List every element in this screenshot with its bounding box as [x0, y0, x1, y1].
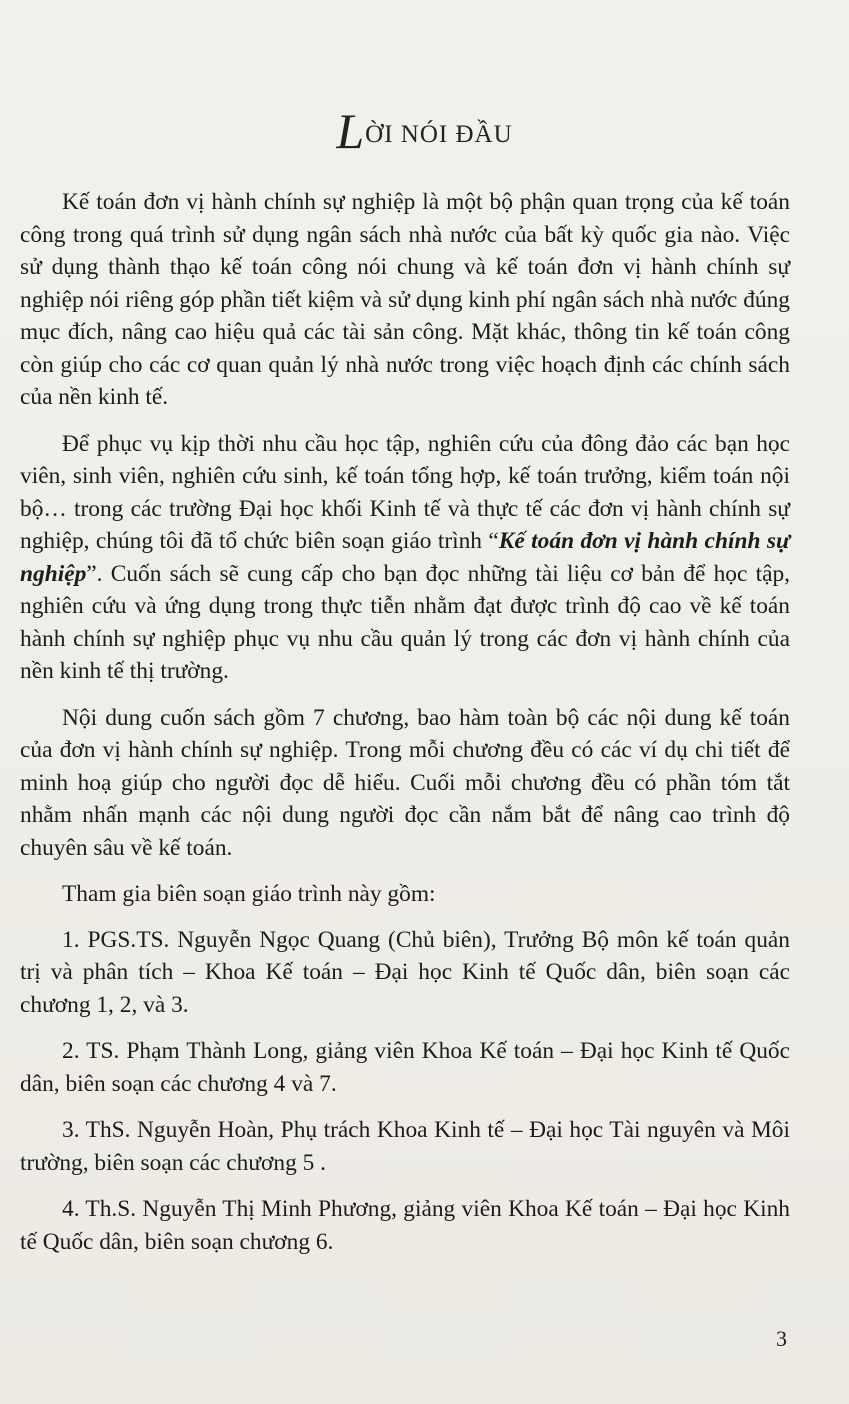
page-title [0, 102, 849, 160]
paragraph-purpose [20, 428, 790, 688]
author-item-2: 2. TS. Phạm Thành Long, giảng viên Khoa Kế toán – Đại học Kinh tế Quốc dân, biên soạn các chương 4 và 7. [20, 1038, 790, 1097]
purpose-text-a: Để phục vụ kịp thời nhu cầu học tập, nghiên cứu của đông đảo các bạn học viên, sinh viên, nghiên cứu sinh, kế toán tổng hợp, kế toán trưởng, kiểm toán nội bộ… trong các trường Đại học khối Kinh tế và thực tế các đơn vị hành chính sự nghiệp, chúng tôi đã tổ chức biên soạn giáo trình “ [20, 430, 790, 554]
purpose-text-b: ”. Cuốn sách sẽ cung cấp cho bạn đọc những tài liệu cơ bản để học tập, nghiên cứu và ứng dụng trong thực tiễn nhằm đạt được trình độ cao về kế toán hành chính sự nghiệp phục vụ nhu cầu quản lý trong các đơn vị hành chính của nền kinh tế thị trường. [20, 560, 790, 684]
book-title-emphasis: Kế toán đơn vị hành chính sự nghiệp [20, 528, 790, 587]
author-item-1: 1. PGS.TS. Nguyễn Ngọc Quang (Chủ biên), Trưởng Bộ môn kế toán quản trị và phân tích – Khoa Kế toán – Đại học Kinh tế Quốc dân, biên soạn các chương 1, 2, và 3. [20, 926, 790, 1018]
paragraph-authors-intro: Tham gia biên soạn giáo trình này gồm: [62, 881, 436, 907]
author-item-4: 4. Th.S. Nguyễn Thị Minh Phương, giảng viên Khoa Kế toán – Đại học Kinh tế Quốc dân, biên soạn chương 6. [20, 1196, 790, 1255]
body-text [20, 186, 790, 1272]
title-dropcap: L [336, 103, 366, 159]
title-rest: ỜI NÓI ĐẦU [365, 121, 513, 148]
paragraph-intro: Kế toán đơn vị hành chính sự nghiệp là một bộ phận quan trọng của kế toán công trong quá trình sử dụng ngân sách nhà nước của bất kỳ quốc gia nào. Việc sử dụng thành thạo kế toán công nói chung và kế toán đơn vị hành chính sự nghiệp nói riêng góp phần tiết kiệm và sử dụng kinh phí ngân sách nhà nước đúng mục đích, nâng cao hiệu quả các tài sản công. Mặt khác, thông tin kế toán công còn giúp cho các cơ quan quản lý nhà nước trong việc hoạch định các chính sách của nền kinh tế. [20, 189, 790, 410]
page-number: 3 [776, 1326, 787, 1351]
author-item-3: 3. ThS. Nguyễn Hoàn, Phụ trách Khoa Kinh tế – Đại học Tài nguyên và Môi trường, biên soạn các chương 5 . [20, 1117, 790, 1176]
paragraph-content: Nội dung cuốn sách gồm 7 chương, bao hàm toàn bộ các nội dung kế toán của đơn vị hành chính sự nghiệp. Trong mỗi chương đều có các ví dụ chi tiết để minh hoạ giúp cho người đọc dễ hiểu. Cuối mỗi chương đều có phần tóm tắt nhằm nhấn mạnh các nội dung người đọc cần nắm bắt để nâng cao trình độ chuyên sâu về kế toán. [20, 704, 790, 861]
